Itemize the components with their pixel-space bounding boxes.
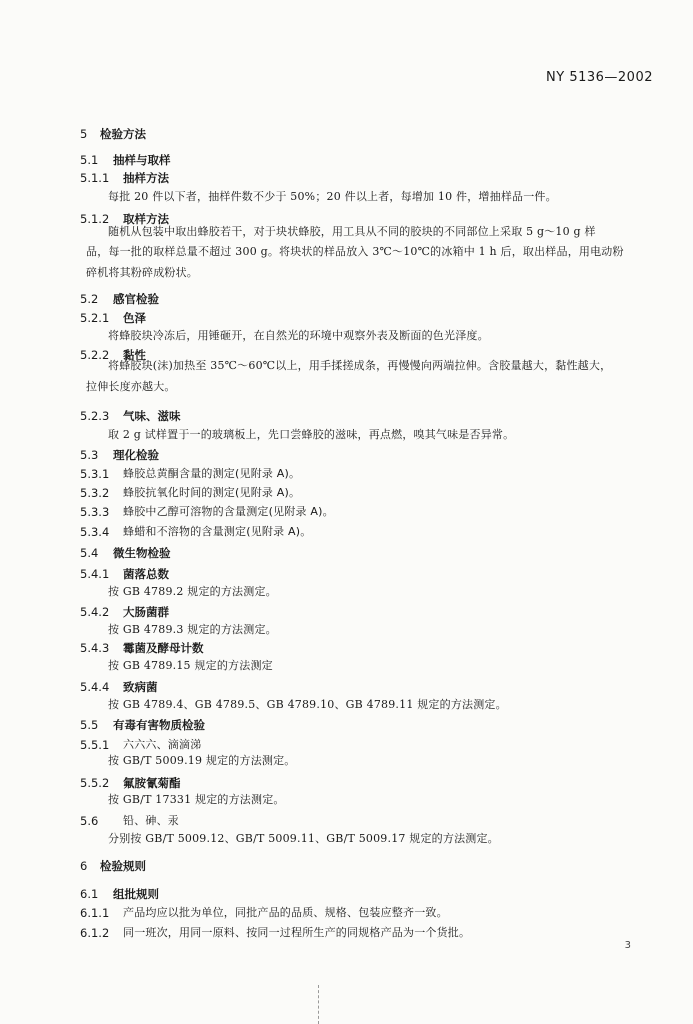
heading-number: 5.5.2 [80,776,110,790]
clause-number: 5.3.4 [80,525,110,539]
heading-number: 5.3 [80,448,99,462]
heading-title: 霉菌及酵母计数 [123,641,204,655]
paragraph-text: 品，每一批的取样总量不超过 300 g。将块状的样品放入 3℃～10℃的冰箱中 1 h 后，取出样品，用电动粉 [86,245,624,258]
clause-number: 5.3.1 [80,467,110,481]
clause-text: 蜂胶总黄酮含量的测定(见附录 A)。 [123,467,301,480]
heading-title: 色泽 [123,311,146,325]
heading-number: 5.4.3 [80,641,110,655]
heading-title: 组批规则 [113,887,159,901]
page-number: 3 [624,940,631,951]
paragraph-text: 按 GB 4789.2 规定的方法测定。 [108,585,277,598]
heading-title: 大肠菌群 [123,605,169,619]
heading-title: 抽样与取样 [113,153,171,167]
clause-text: 蜂蜡和不溶物的含量测定(见附录 A)。 [123,525,312,538]
clause-number: 6.1.2 [80,926,110,940]
standard-code: NY 5136—2002 [546,70,653,85]
clause-number: 5.5.1 [80,738,110,752]
scan-fold-line [318,985,320,1024]
heading-number: 5 [80,127,88,141]
clause-text: 产品均应以批为单位，同批产品的品质、规格、包装应整齐一致。 [123,906,448,919]
paragraph-text: 按 GB/T 17331 规定的方法测定。 [108,793,285,806]
clause-number: 6.1.1 [80,906,110,920]
heading-number: 5.2.3 [80,409,110,423]
heading-title: 气味、滋味 [123,409,181,423]
heading-number: 5.4.1 [80,567,110,581]
paragraph-text: 分别按 GB/T 5009.12、GB/T 5009.11、GB/T 5009.17 规定的方法测定。 [108,832,499,845]
clause-number: 5.6 [80,814,99,828]
heading-title: 检验规则 [100,859,146,873]
paragraph-text: 将蜂胶块冷冻后，用锤砸开，在自然光的环境中观察外表及断面的色光泽度。 [108,329,489,342]
heading-number: 6 [80,859,88,873]
heading-number: 5.4.2 [80,605,110,619]
paragraph-text: 按 GB/T 5009.19 规定的方法测定。 [108,754,296,767]
heading-number: 5.2.1 [80,311,110,325]
paragraph-text: 按 GB 4789.4、GB 4789.5、GB 4789.10、GB 4789.11 规定的方法测定。 [108,698,507,711]
heading-number: 5.4 [80,546,99,560]
heading-number: 5.5 [80,718,99,732]
clause-text: 蜂胶中乙醇可溶物的含量测定(见附录 A)。 [123,505,334,518]
heading-title: 氟胺氰菊酯 [123,776,181,790]
heading-title: 抽样方法 [123,171,169,185]
clause-text: 铅、砷、汞 [123,814,179,827]
heading-title: 致病菌 [123,680,158,694]
clause-text: 六六六、滴滴涕 [123,738,202,751]
paragraph-text: 碎机将其粉碎成粉状。 [86,266,198,279]
paragraph-text: 每批 20 件以下者，抽样件数不少于 50%；20 件以上者，每增加 10 件，增抽样品一件。 [108,190,557,203]
clause-text: 同一班次，用同一原料、按同一过程所生产的同规格产品为一个货批。 [123,926,471,939]
paragraph-text: 拉伸长度亦越大。 [86,380,176,393]
paragraph-text: 随机从包装中取出蜂胶若干，对于块状蜂胶，用工具从不同的胶块的不同部位上采取 5 g～10 g 样 [108,225,596,238]
clause-number: 5.3.2 [80,486,110,500]
heading-number: 5.2.2 [80,348,110,362]
heading-title: 感官检验 [113,292,159,306]
paragraph-text: 按 GB 4789.3 规定的方法测定。 [108,623,277,636]
heading-title: 取样方法 [123,212,169,226]
heading-number: 5.1 [80,153,99,167]
paragraph-text: 按 GB 4789.15 规定的方法测定 [108,659,273,672]
heading-number: 6.1 [80,887,99,901]
heading-number: 5.4.4 [80,680,110,694]
heading-title: 微生物检验 [113,546,171,560]
clause-number: 5.3.3 [80,505,110,519]
heading-title: 有毒有害物质检验 [113,718,205,732]
heading-title: 黏性 [123,348,146,362]
heading-title: 检验方法 [100,127,146,141]
paragraph-text: 将蜂胶块(沫)加热至 35℃～60℃以上，用手揉搓成条，再慢慢向两端拉伸。含胶量越大，黏性越大， [108,359,612,372]
clause-text: 蜂胶抗氧化时间的测定(见附录 A)。 [123,486,301,499]
heading-number: 5.1.1 [80,171,110,185]
heading-number: 5.1.2 [80,212,110,226]
heading-title: 菌落总数 [123,567,169,581]
heading-number: 5.2 [80,292,99,306]
paragraph-text: 取 2 g 试样置于一的玻璃板上，先口尝蜂胶的滋味，再点燃，嗅其气味是否异常。 [108,428,515,441]
heading-title: 理化检验 [113,448,159,462]
